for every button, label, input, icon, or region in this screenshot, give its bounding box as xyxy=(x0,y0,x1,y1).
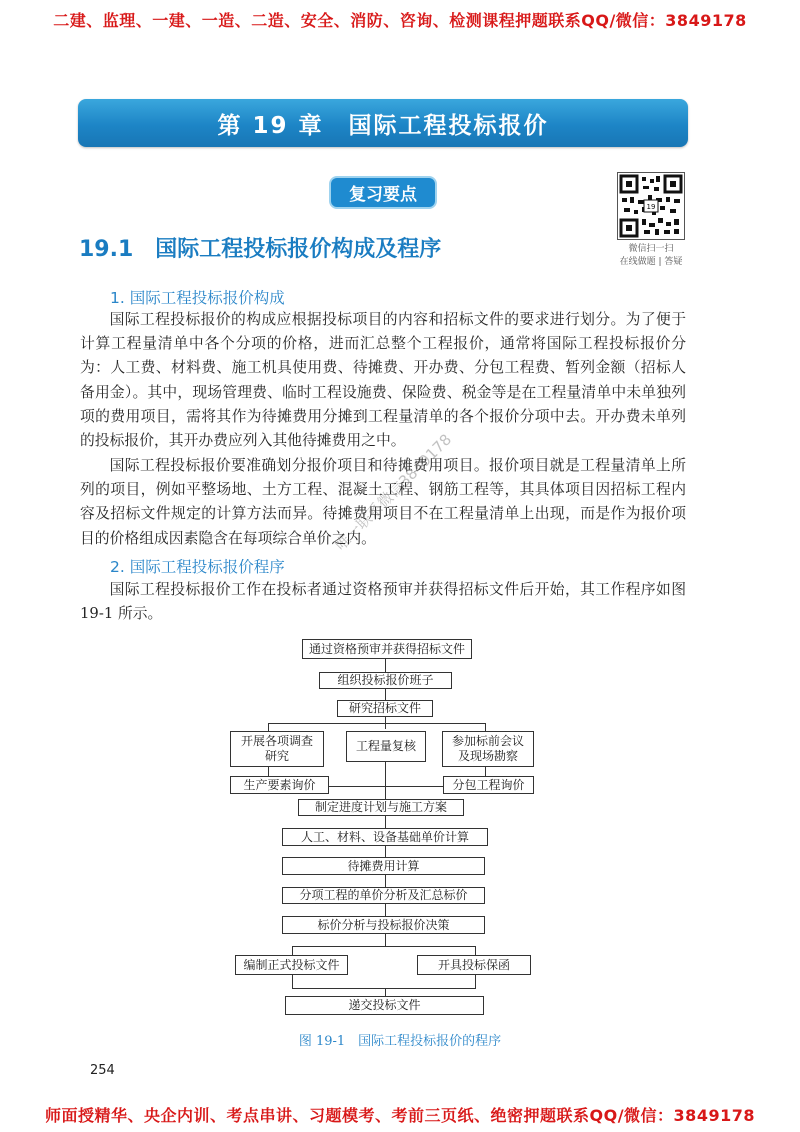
subsection-1-title: 1. 国际工程投标报价构成 xyxy=(110,289,285,307)
review-points-label: 复习要点 xyxy=(349,185,417,205)
flow-node-unit-price: 人工、材料、设备基础单价计算 xyxy=(282,828,488,846)
qr-caption-line1: 微信扫一扫 xyxy=(628,244,674,254)
page-number: 254 xyxy=(90,1063,115,1078)
promo-banner-bottom: 师面授精华、央企内训、考点串讲、习题模考、考前三页纸、绝密押题联系QQ/微信：3849178 xyxy=(45,1106,755,1125)
flow-node-price-analysis: 分项工程的单价分析及汇总标价 xyxy=(282,887,485,904)
promo-banner-top: 二建、监理、一建、一造、二造、安全、消防、咨询、检测课程押题联系QQ/微信：3849178 xyxy=(53,11,747,30)
flow-node-overhead: 待摊费用计算 xyxy=(282,857,485,875)
flow-node-quantity-check: 工程量复核 xyxy=(346,731,426,762)
svg-text:19: 19 xyxy=(646,203,656,211)
flow-node-form-team: 组织投标报价班子 xyxy=(319,672,452,689)
flow-node-investigation: 开展各项调查研究 xyxy=(230,731,324,767)
watermark: 唯一联系微信3849178 xyxy=(331,430,456,555)
flow-node-bid-bond: 开具投标保函 xyxy=(417,955,531,975)
paragraph-procedure: 国际工程投标报价工作在投标者通过资格预审并获得招标文件后开始，其工作程序如图 19-1 所示。 xyxy=(80,581,686,623)
chapter-title: 第 19 章 国际工程投标报价 xyxy=(217,112,549,139)
paragraph-items: 国际工程投标报价要准确划分报价项目和待摊费用项目。报价项目就是工程量清单上所列的项目，例如平整场地、土方工程、混凝土工程、钢筋工程等，其具体项目因招标工程内容及招标文件规定的计算方法而异。待摊费用项目不在工程量清单上出现，而是作为报价项目的价格组成因素隐含在每项综合单价之内。 xyxy=(80,457,686,547)
flow-node-bid-decision: 标价分析与投标报价决策 xyxy=(282,916,485,934)
review-points-badge xyxy=(329,176,437,209)
flow-node-prequalification: 通过资格预审并获得招标文件 xyxy=(302,639,472,659)
qr-code-icon[interactable] xyxy=(617,172,685,240)
flow-node-study-documents: 研究招标文件 xyxy=(337,700,433,717)
section-title: 19.1 国际工程投标报价构成及程序 xyxy=(79,237,442,262)
subsection-2-title: 2. 国际工程投标报价程序 xyxy=(110,558,285,576)
flow-node-subcontract-inquiry: 分包工程询价 xyxy=(443,776,534,794)
flow-node-factor-inquiry: 生产要素询价 xyxy=(230,776,329,794)
flow-node-prepare-bid: 编制正式投标文件 xyxy=(235,955,348,975)
chapter-title-banner xyxy=(78,99,688,147)
flow-node-schedule-plan: 制定进度计划与施工方案 xyxy=(298,799,464,816)
flow-node-prebid-meeting: 参加标前会议及现场勘察 xyxy=(442,731,534,767)
qr-caption-line2: 在线做题 | 答疑 xyxy=(619,257,683,267)
paragraph-composition: 国际工程投标报价的构成应根据投标项目的内容和招标文件的要求进行划分。为了便于计算工程量清单中各个分项的价格，进而汇总整个工程报价，通常将国际工程投标报价分为：人工费、材料费、施工机具使用费、待摊费、开办费、分包工程费、暂列金额（招标人备用金）。其中，现场管理费、临时工程设施费、保险费、税金等是在工程量清单中未单独列项的费用项目，需将其作为待摊费用分摊到工程量清单的各个报价分项中去。开办费未单列的投标报价，其开办费应列入其他待摊费用之中。 xyxy=(80,311,686,450)
flow-node-submit-bid: 递交投标文件 xyxy=(285,996,484,1015)
figure-caption: 图 19-1 国际工程投标报价的程序 xyxy=(298,1034,502,1049)
